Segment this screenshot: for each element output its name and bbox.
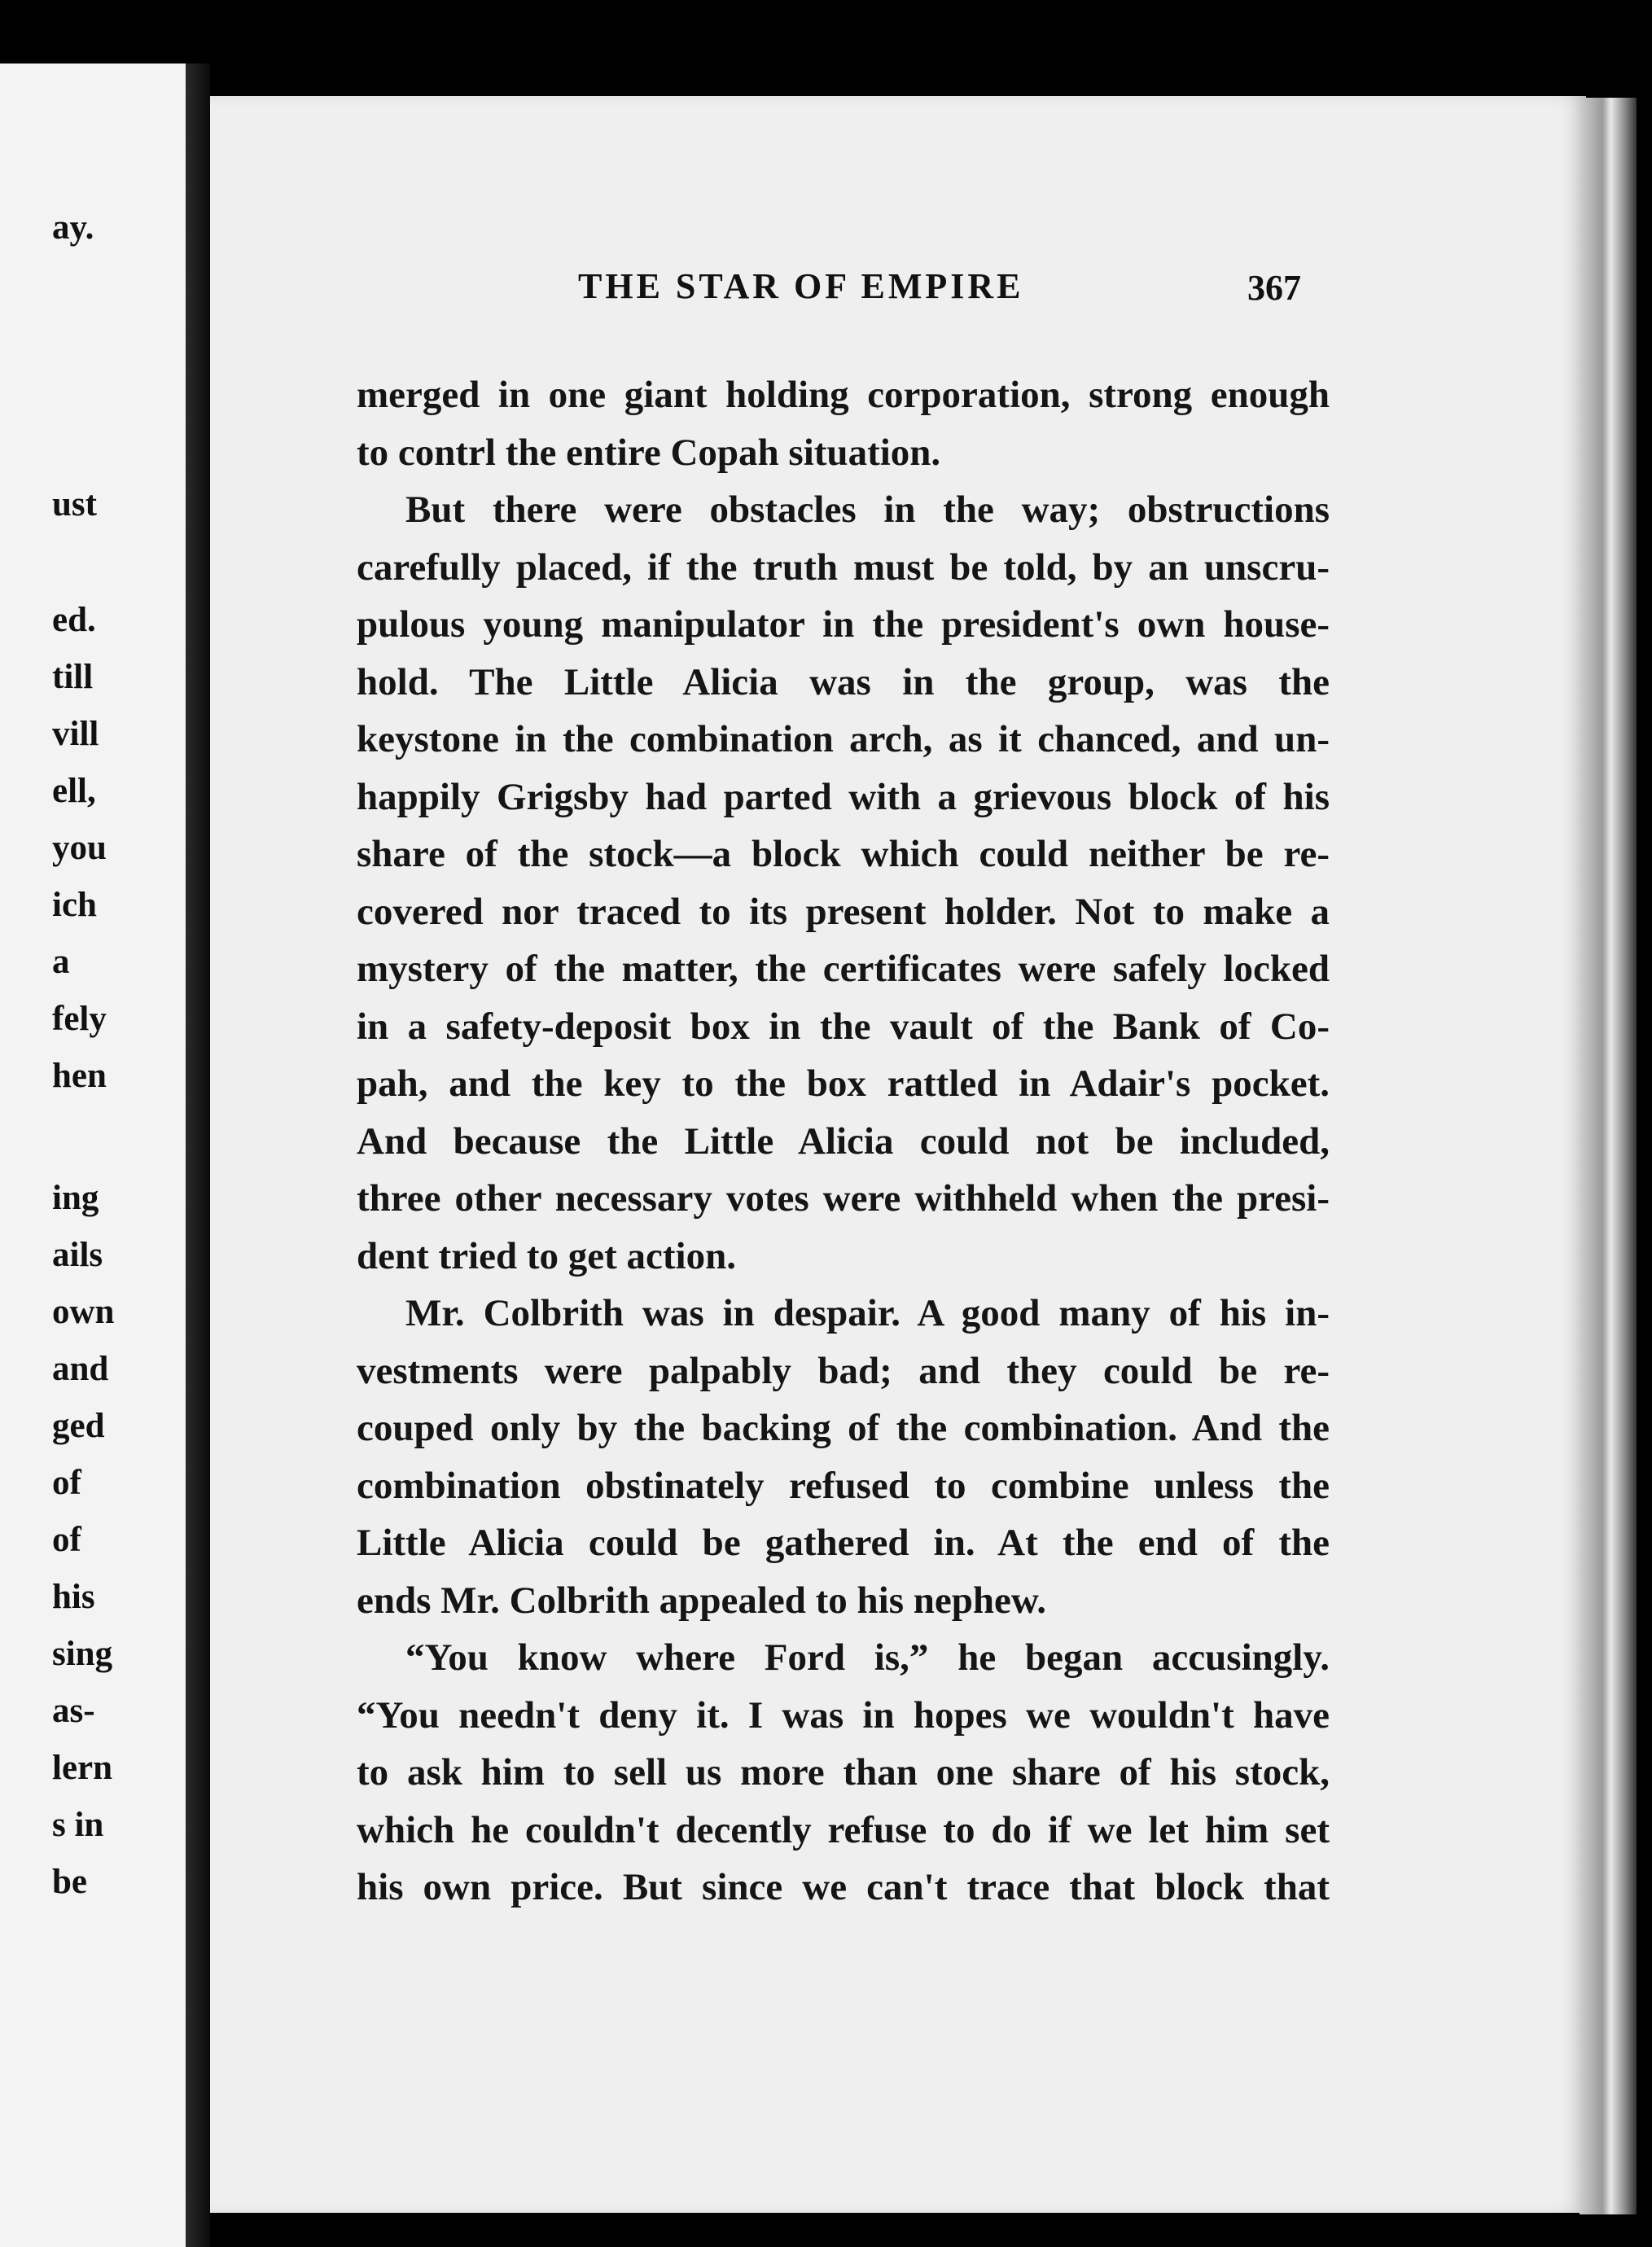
text-line: his own price. But since we can't trace that block that: [357, 1866, 1330, 1908]
facing-line-fragment: s in: [52, 1806, 104, 1844]
facing-line-fragment: till: [52, 658, 94, 696]
facing-line-fragment: ails: [52, 1236, 103, 1274]
facing-line-fragment: ing: [52, 1179, 99, 1217]
text-line: to ask him to sell us more than one share of his stock,: [357, 1751, 1330, 1794]
facing-line-fragment: ay.: [52, 208, 94, 247]
facing-line-fragment: of: [52, 1521, 81, 1559]
text-line: But there were obstacles in the way; obstructions: [405, 488, 1330, 531]
text-line: combination obstinately refused to combine unless the: [357, 1464, 1330, 1507]
facing-line-fragment: his: [52, 1578, 95, 1616]
text-line: carefully placed, if the truth must be told, by an unscru-: [357, 545, 1330, 589]
facing-line-fragment: vill: [52, 715, 99, 753]
text-line: ends Mr. Colbrith appealed to his nephew.: [357, 1579, 1047, 1622]
page-edge: [1580, 98, 1637, 2214]
text-line: keystone in the combination arch, as it chanced, and un-: [357, 718, 1330, 760]
running-head: THE STAR OF EMPIRE: [578, 266, 1024, 306]
facing-line-fragment: you: [52, 829, 107, 867]
text-line: pah, and the key to the box rattled in Adair's pocket.: [357, 1062, 1330, 1105]
text-line: pulous young manipulator in the president's own house-: [357, 603, 1330, 646]
text-line: Mr. Colbrith was in despair. A good many of his in-: [405, 1292, 1330, 1334]
book-gutter: [186, 64, 210, 2247]
page-number: 367: [1247, 268, 1301, 308]
facing-line-fragment: ich: [52, 886, 97, 924]
facing-line-fragment: of: [52, 1464, 81, 1502]
facing-line-fragment: be: [52, 1863, 87, 1901]
text-line: three other necessary votes were withheld when the presi-: [357, 1177, 1330, 1220]
facing-line-fragment: ust: [52, 485, 97, 523]
text-line: to contrl the entire Copah situation.: [357, 431, 941, 474]
facing-line-fragment: as-: [52, 1692, 95, 1730]
facing-line-fragment: ged: [52, 1407, 105, 1445]
facing-line-fragment: ed.: [52, 601, 96, 639]
facing-line-fragment: sing: [52, 1635, 113, 1673]
text-line: hold. The Little Alicia was in the group, was the: [357, 660, 1330, 703]
text-line: And because the Little Alicia could not be included,: [357, 1119, 1330, 1163]
text-line: happily Grigsby had parted with a grievous block of his: [357, 775, 1330, 818]
text-line: share of the stock—a block which could neither be re-: [357, 833, 1330, 875]
body-text: [357, 366, 1330, 1916]
text-line: “You needn't deny it. I was in hopes we wouldn't have: [357, 1693, 1330, 1737]
text-line: merged in one giant holding corporation, strong enough: [357, 374, 1330, 416]
text-line: in a safety-deposit box in the vault of the Bank of Co-: [357, 1005, 1330, 1048]
facing-line-fragment: lern: [52, 1749, 113, 1787]
facing-line-fragment: ell,: [52, 772, 96, 810]
text-line: covered nor traced to its present holder. Not to make a: [357, 890, 1330, 933]
text-line: couped only by the backing of the combination. And the: [357, 1407, 1330, 1449]
facing-line-fragment: fely: [52, 1000, 107, 1038]
facing-page: [0, 64, 191, 2247]
text-line: Little Alicia could be gathered in. At the end of the: [357, 1522, 1330, 1564]
text-line: which he couldn't decently refuse to do if we let him set: [357, 1808, 1330, 1851]
facing-line-fragment: a: [52, 943, 70, 981]
text-line: dent tried to get action.: [357, 1234, 736, 1277]
facing-line-fragment: and: [52, 1350, 109, 1388]
facing-line-fragment: own: [52, 1293, 115, 1331]
text-line: mystery of the matter, the certificates were safely locked: [357, 948, 1330, 990]
text-line: “You know where Ford is,” he began accusingly.: [405, 1636, 1330, 1679]
text-line: vestments were palpably bad; and they could be re-: [357, 1349, 1330, 1392]
facing-line-fragment: hen: [52, 1057, 107, 1095]
